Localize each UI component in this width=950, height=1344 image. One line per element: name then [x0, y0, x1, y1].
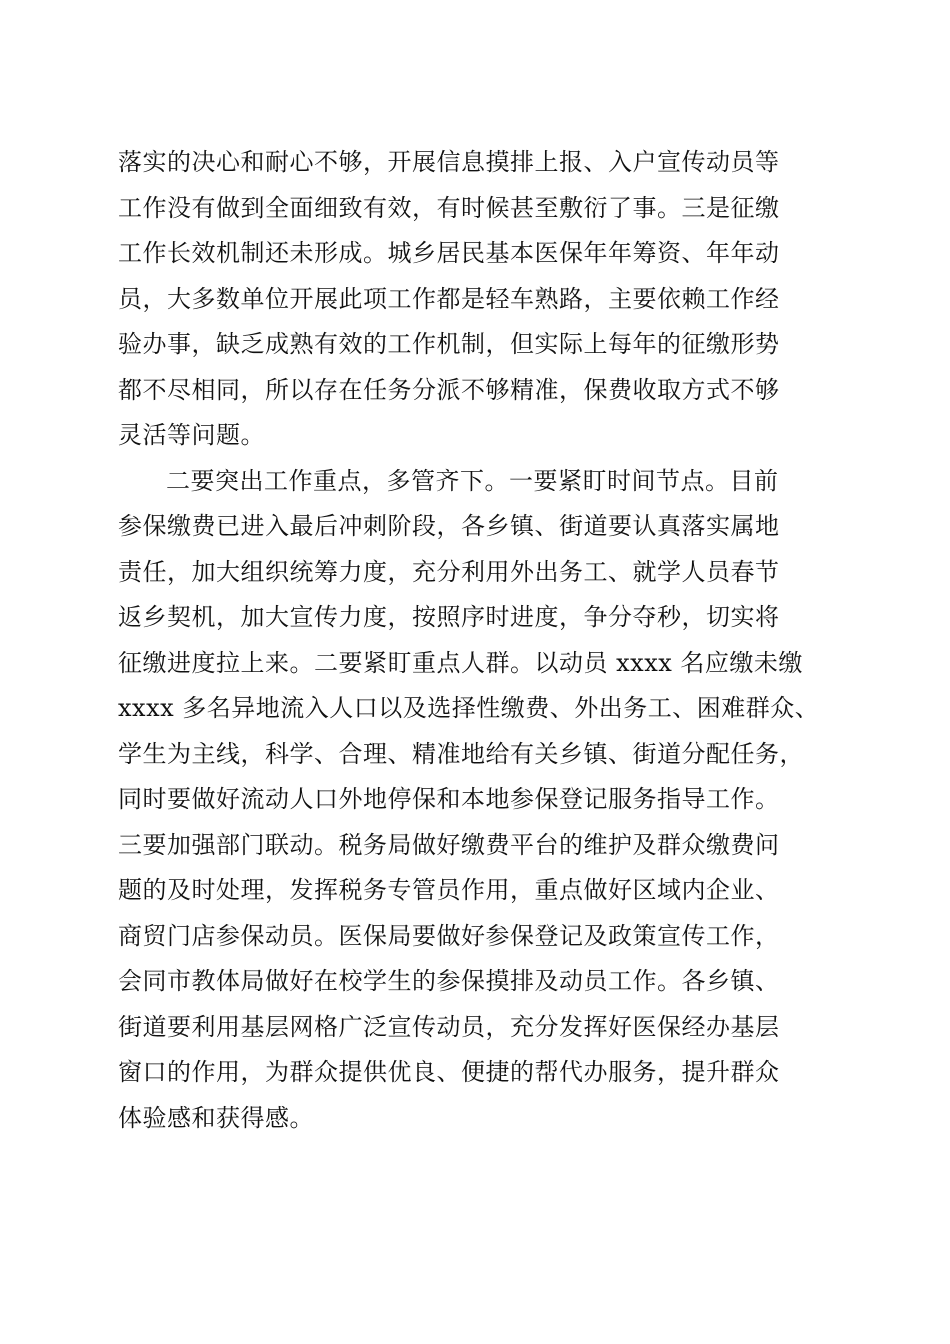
text-line: 同时要做好流动人口外地停保和本地参保登记服务指导工作。: [118, 785, 780, 813]
document-body: [118, 140, 848, 1141]
text-line: 学生为主线，科学、合理、精准地给有关乡镇、街道分配任务，: [118, 739, 804, 768]
text-line: 工作长效机制还未形成。城乡居民基本医保年年筹资、年年动: [118, 239, 780, 267]
text-line: 二要突出工作重点，多管齐下。一要紧盯时间节点。目前: [166, 466, 779, 495]
paragraph-2: [118, 459, 848, 1142]
text-line: 题的及时处理，发挥税务专管员作用，重点做好区域内企业、: [118, 876, 780, 904]
text-line: 参保缴费已进入最后冲刺阶段，各乡镇、街道要认真落实属地: [118, 512, 780, 540]
paragraph-1: [118, 140, 848, 459]
text-line: 灵活等问题。: [118, 421, 265, 449]
text-line: 商贸门店参保动员。医保局要做好参保登记及政策宣传工作，: [118, 921, 780, 950]
text-line: 验办事，缺乏成熟有效的工作机制，但实际上每年的征缴形势: [118, 330, 780, 358]
text-line: 员，大多数单位开展此项工作都是轻车熟路，主要依赖工作经: [118, 284, 780, 313]
text-line: 征缴进度拉上来。二要紧盯重点人群。以动员 xxxx 名应缴未缴: [118, 648, 803, 677]
text-line: 工作没有做到全面细致有效，有时候甚至敷衍了事。三是征缴: [118, 193, 780, 222]
text-line: 三要加强部门联动。税务局做好缴费平台的维护及群众缴费问: [118, 830, 780, 859]
text-line: xxxx 多名异地流入人口以及选择性缴费、外出务工、困难群众、: [118, 694, 820, 722]
text-line: 返乡契机，加大宣传力度，按照序时进度，争分夺秒，切实将: [118, 603, 780, 631]
text-line: 会同市教体局做好在校学生的参保摸排及动员工作。各乡镇、: [118, 967, 780, 995]
text-line: 落实的决心和耐心不够，开展信息摸排上报、入户宣传动员等: [118, 148, 780, 176]
text-line: 责任，加大组织统筹力度，充分利用外出务工、就学人员春节: [118, 557, 780, 586]
text-line: 街道要利用基层网格广泛宣传动员，充分发挥好医保经办基层: [118, 1012, 780, 1041]
text-line: 窗口的作用，为群众提供优良、便捷的帮代办服务，提升群众: [118, 1058, 780, 1086]
text-line: 体验感和获得感。: [118, 1103, 314, 1132]
text-line: 都不尽相同，所以存在任务分派不够精准，保费收取方式不够: [118, 375, 780, 404]
